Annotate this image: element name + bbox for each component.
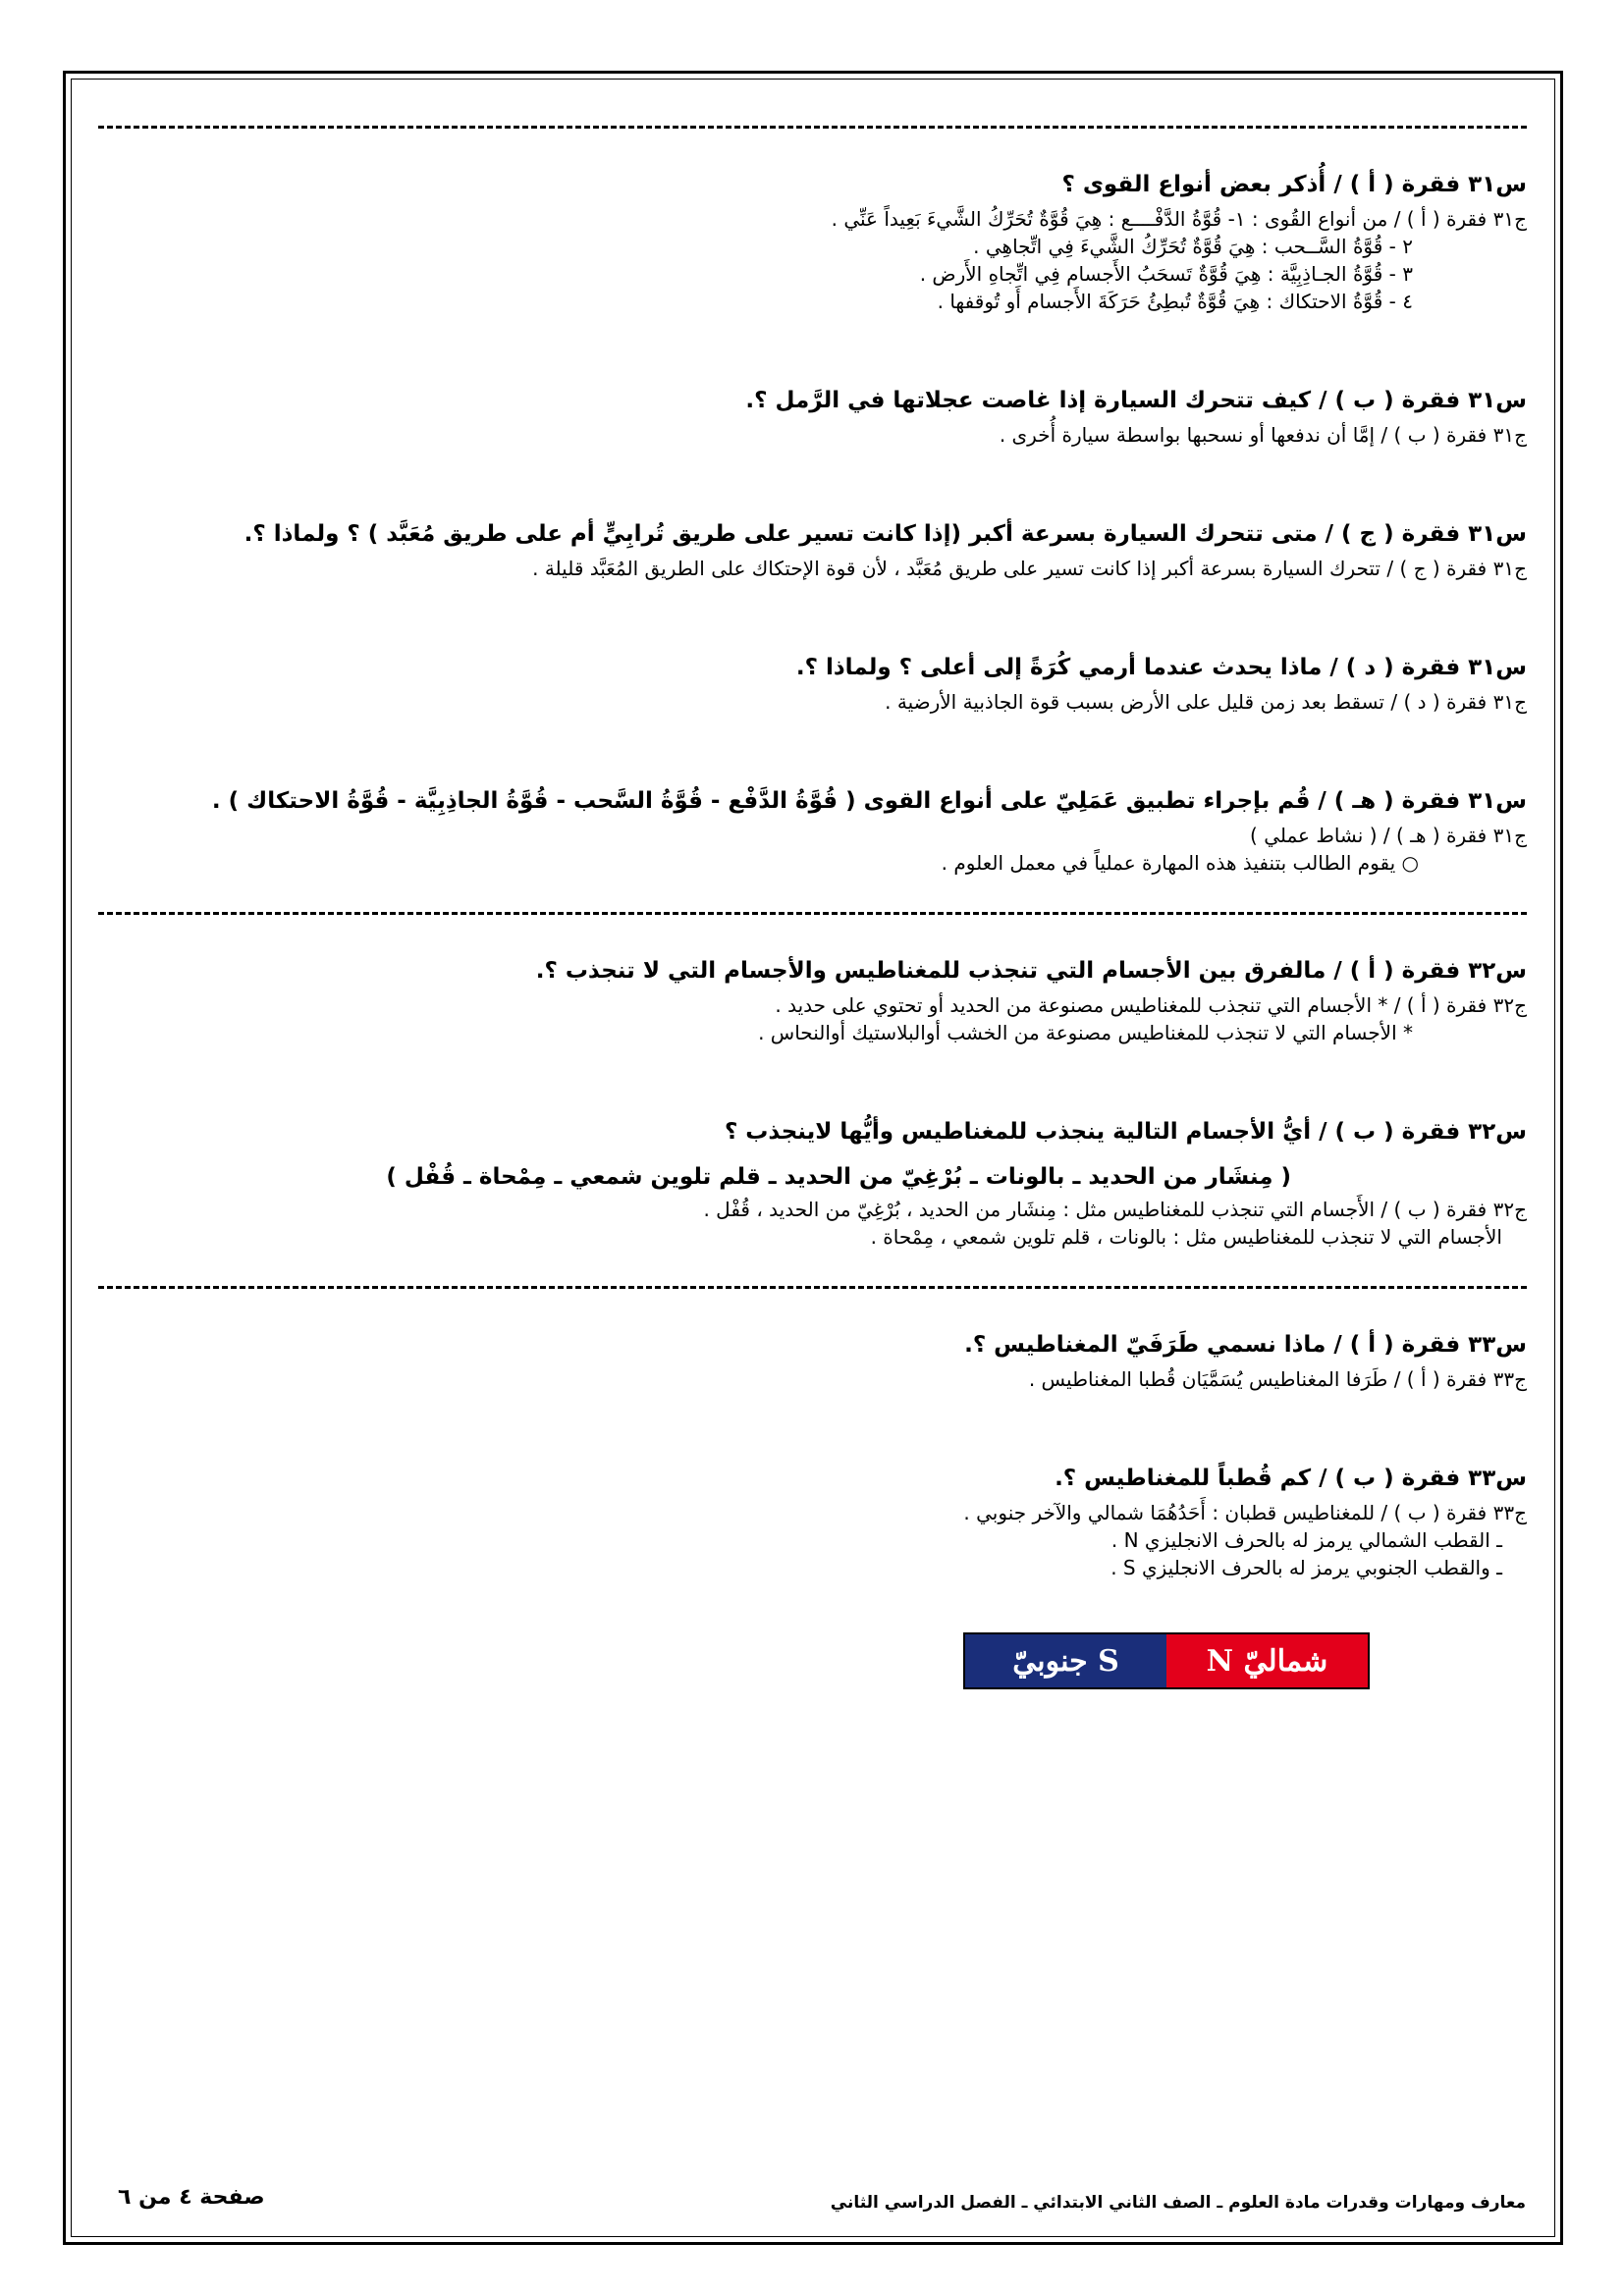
answer-32a-line: * الأجسام التي لا تنجذب للمغناطيس مصنوعة من الخشب أوالبلاستيك أوالنحاس . xyxy=(758,1021,1413,1044)
question-block-32b xyxy=(98,1115,1527,1251)
answer-32a-line: ج٣٢ فقرة ( أ ) / * الأجسام التي تنجذب للمغناطيس مصنوعة من الحديد أو تحتوي على حديد . xyxy=(775,993,1527,1017)
question-31c: س٣١ فقرة ( ج ) / متى تتحرك السيارة بسرعة أكبر (إذا كانت تسير على طريق تُرابِيٍّ أم على طريق مُعَبَّد ) ؟ ولماذا ؟. xyxy=(244,521,1527,547)
answer-31e-line: ج٣١ فقرة ( هـ ) / ( نشاط عملي ) xyxy=(1250,824,1527,847)
answer-31c: ج٣١ فقرة ( ج ) / تتحرك السيارة بسرعة أكبر إذا كانت تسير على طريق مُعَبَّد ، لأن قوة الإحتكاك على الطريق المُعَبَّد قليلة . xyxy=(532,557,1527,580)
question-block-33b xyxy=(98,1462,1527,1689)
question-block-31d xyxy=(98,651,1527,716)
answer-33b-line: ـ والقطب الجنوبي يرمز له بالحرف الانجليزي S . xyxy=(1110,1556,1502,1579)
question-block-31c xyxy=(98,517,1527,582)
question-31a: س٣١ فقرة ( أ ) / أُذكر بعض أنواع القوى ؟ xyxy=(1061,172,1527,197)
answer-33b-line: ج٣٣ فقرة ( ب ) / للمغناطيس قطبان : أَحَدُهُمَا شمالي والآخر جنوبي . xyxy=(963,1501,1527,1524)
dashed-divider xyxy=(98,912,1527,915)
question-33b: س٣٣ فقرة ( ب ) / كم قُطباً للمغناطيس ؟. xyxy=(1055,1466,1527,1491)
magnet-poles-figure xyxy=(963,1632,1370,1689)
question-31d: س٣١ فقرة ( د ) / ماذا يحدث عندما أرمي كُرَةً إلى أعلى ؟ ولماذا ؟. xyxy=(795,655,1527,680)
question-33a: س٣٣ فقرة ( أ ) / ماذا نسمي طَرَفَيّ المغناطيس ؟. xyxy=(964,1332,1527,1358)
answer-31a-line: ٢ - قُوَّةُ السَّــحب : هِيَ قُوَّةٌ تُحَرِّكُ الشَّيءَ فِي اتِّجاهِي . xyxy=(973,235,1413,258)
question-block-31e xyxy=(98,784,1527,877)
answer-33b-line: ـ القطب الشمالي يرمز له بالحرف الانجليزي N . xyxy=(1110,1528,1502,1552)
question-block-31a xyxy=(98,168,1527,315)
dashed-divider xyxy=(98,1286,1527,1289)
answer-32b-line: الأجسام التي لا تنجذب للمغناطيس مثل : بالونات ، قلم تلوين شمعي ، مِمْحاة . xyxy=(870,1225,1502,1249)
question-block-31b xyxy=(98,384,1527,449)
terms-list-32b: ( مِنشَار من الحديد ـ بالونات ـ بُرْغِيّ من الحديد ـ قلم تلوين شمعي ـ مِمْحاة ـ قُفْل ) xyxy=(386,1164,1291,1190)
page-content xyxy=(98,88,1527,1689)
answer-31a-line: ٤ - قُوَّةُ الاحتكاك : هِيَ قُوَّةٌ تُبطِئُ حَرَكَةَ الأَجسام أَو تُوقفها . xyxy=(937,290,1413,313)
question-32b: س٣٢ فقرة ( ب ) / أيُّ الأجسام التالية ينجذب للمغناطيس وأيُّها لاينجذب ؟ xyxy=(724,1119,1527,1145)
question-31b: س٣١ فقرة ( ب ) / كيف تتحرك السيارة إذا غاصت عجلاتها في الرَّمل ؟. xyxy=(745,388,1527,413)
answer-31d: ج٣١ فقرة ( د ) / تسقط بعد زمن قليل على الأرض بسبب قوة الجاذبية الأرضية . xyxy=(885,690,1527,714)
page-number: صفحة ٤ من ٦ xyxy=(118,2185,265,2210)
footer-title: معارف ومهارات وقدرات مادة العلوم ـ الصف الثاني الابتدائي ـ الفصل الدراسي الثاني xyxy=(830,2193,1526,2213)
question-block-32a xyxy=(98,954,1527,1046)
question-block-33a xyxy=(98,1328,1527,1393)
question-32a: س٣٢ فقرة ( أ ) / مالفرق بين الأجسام التي تنجذب للمغناطيس والأجسام التي لا تنجذب ؟. xyxy=(535,958,1527,984)
answer-31a-line: ٣ - قُوَّةُ الجـاذِبِيَّة : هِيَ قُوَّةٌ تَسحَبُ الأَجسام فِي اتِّجاهِ الأَرض . xyxy=(919,262,1413,286)
answer-32b-line: ج٣٢ فقرة ( ب ) / الأَجسام التي تنجذب للمغناطيس مثل : مِنشَار من الحديد ، بُرْغِيّ من الحديد ، قُفْل . xyxy=(703,1198,1527,1221)
answer-31e-line: ○ يقوم الطالب بتنفيذ هذه المهارة عملياً في معمل العلوم . xyxy=(941,851,1419,875)
answer-33a: ج٣٣ فقرة ( أ ) / طَرَفا المغناطيس يُسَمَّيَان قُطبا المغناطيس . xyxy=(1028,1367,1527,1391)
answer-31a-line: ج٣١ فقرة ( أ ) / من أنواع القُوى : ١- قُوَّةُ الدَّفْــــع : هِيَ قُوَّةٌ تُحَرِّكُ الشَّيءَ بَعِيداً عَنِّي . xyxy=(831,207,1527,231)
dashed-divider xyxy=(98,126,1527,129)
south-pole-label: جنوبيّ S xyxy=(965,1634,1166,1687)
answer-31b: ج٣١ فقرة ( ب ) / إمَّا أن ندفعها أو نسحبها بواسطة سيارة أُخرى . xyxy=(999,423,1527,447)
page-footer xyxy=(118,2185,1526,2224)
north-pole-label: N شماليّ xyxy=(1166,1634,1368,1687)
question-31e: س٣١ فقرة ( هـ ) / قُم بإجراء تطبيق عَمَلِيّ على أنواع القوى ( قُوَّةُ الدَّفْع - قُوَّةُ السَّحب - قُوَّةُ الجاذِبِيَّة - قُوَّةُ الاحتكاك ) . xyxy=(211,788,1527,814)
